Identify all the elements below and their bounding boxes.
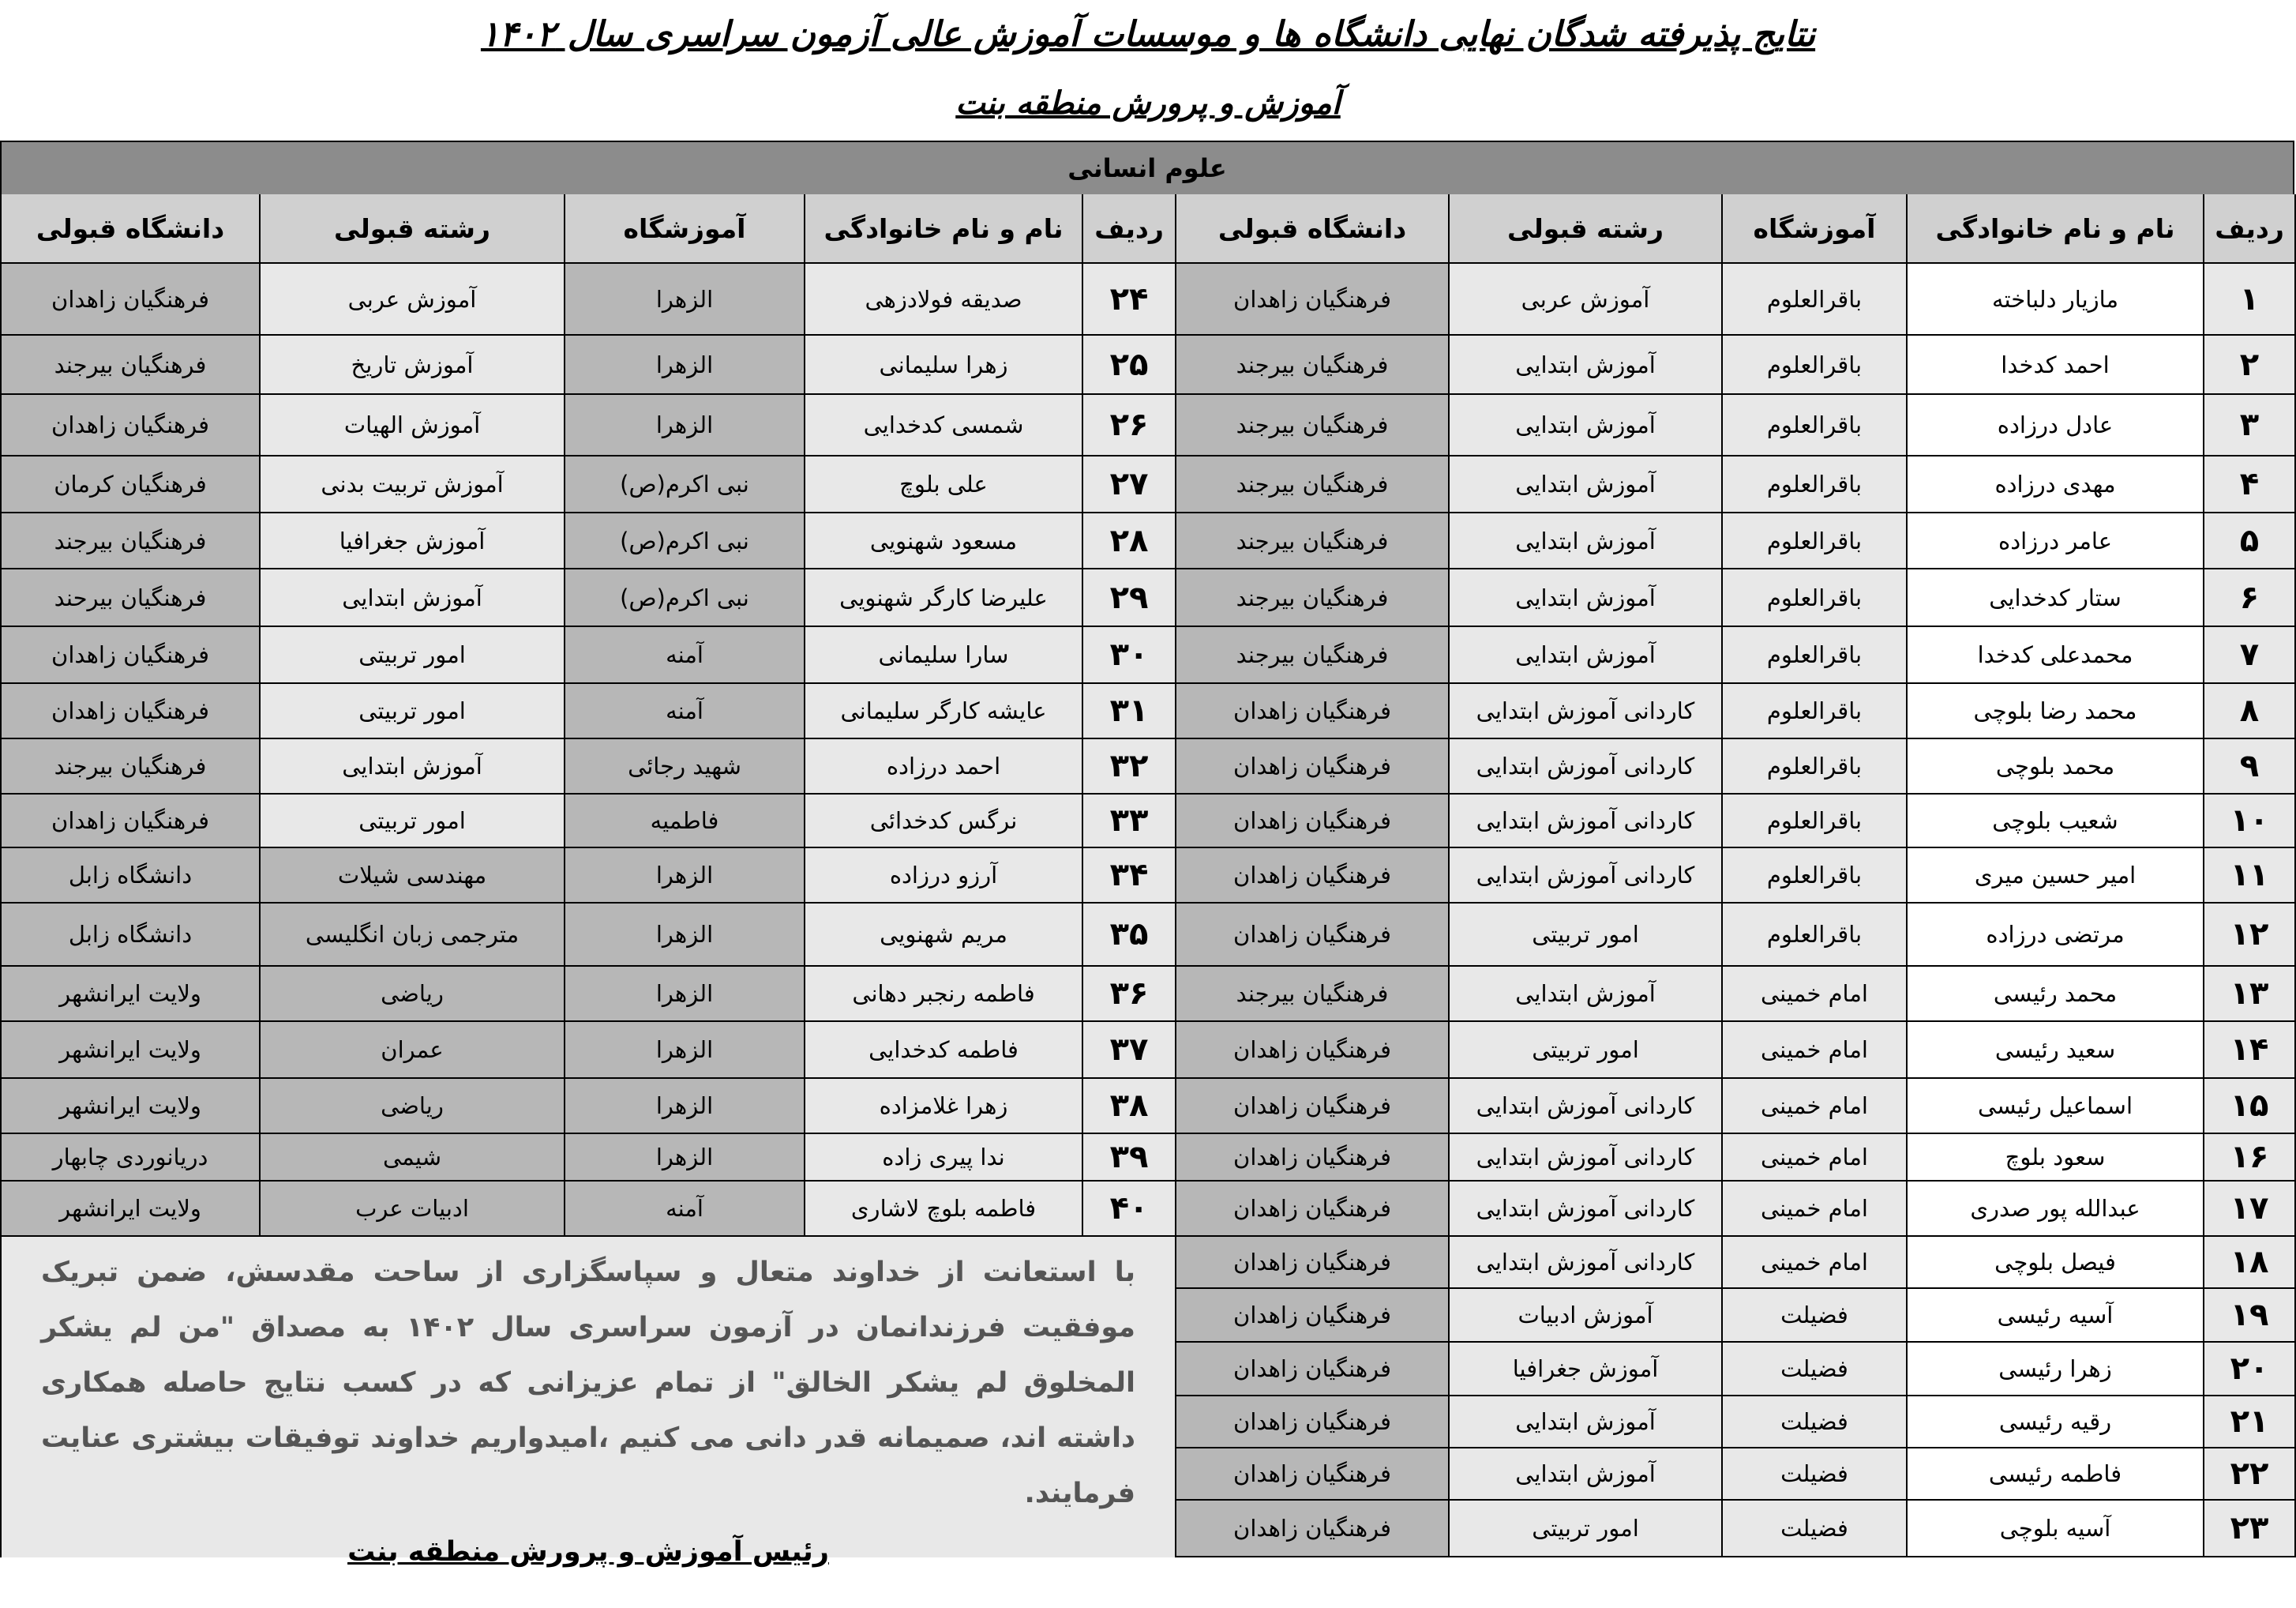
cell-school: امام خمینی	[1723, 967, 1908, 1022]
cell-major: آموزش جغرافیا	[1450, 1343, 1723, 1396]
cell-name: محمدعلی کدخدا	[1908, 627, 2204, 684]
cell-university: فرهنگیان زاهدان	[1176, 739, 1450, 795]
cell-name: علیرضا کارگر شهنویی	[805, 569, 1083, 627]
cell-name: عایشه کارگر سلیمانی	[805, 684, 1083, 739]
cell-school: نبی اکرم(ص)	[565, 569, 805, 627]
cell-school: آمنه	[565, 627, 805, 684]
cell-school: الزهرا	[565, 395, 805, 456]
cell-rank: ۳۶	[1083, 967, 1176, 1022]
cell-school: الزهرا	[565, 336, 805, 395]
cell-rank: ۲۵	[1083, 336, 1176, 395]
cell-university: فرهنگیان زاهدان	[1176, 795, 1450, 848]
cell-major: مترجمی زبان انگلیسی	[261, 904, 565, 967]
message-signature: رئیس آموزش و پرورش منطقه بنت	[347, 1536, 829, 1568]
cell-school: آمنه	[565, 684, 805, 739]
cell-rank: ۲۸	[1083, 513, 1176, 569]
cell-school: الزهرا	[565, 264, 805, 336]
cell-school: فضیلت	[1723, 1289, 1908, 1343]
cell-rank: ۲۰	[2204, 1343, 2296, 1396]
cell-university: فرهنگیان بیرجند	[1176, 513, 1450, 569]
cell-university: فرهنگیان کرمان	[2, 456, 261, 513]
cell-university: فرهنگیان زاهدان	[1176, 848, 1450, 904]
cell-university: فرهنگیان بیرحند	[2, 569, 261, 627]
cell-name: سارا سلیمانی	[805, 627, 1083, 684]
cell-school: آمنه	[565, 1182, 805, 1237]
cell-school: امام خمینی	[1723, 1182, 1908, 1237]
cell-rank: ۲۷	[1083, 456, 1176, 513]
cell-rank: ۹	[2204, 739, 2296, 795]
cell-major: آموزش جغرافیا	[261, 513, 565, 569]
cell-name: شمسی کدخدایی	[805, 395, 1083, 456]
cell-major: آموزش عربی	[1450, 264, 1723, 336]
header-university: دانشگاه قبولی	[2, 194, 261, 264]
cell-university: فرهنگیان زاهدان	[2, 395, 261, 456]
cell-school: الزهرا	[565, 904, 805, 967]
cell-school: فضیلت	[1723, 1396, 1908, 1448]
cell-university: فرهنگیان بیرجند	[1176, 627, 1450, 684]
cell-rank: ۳۱	[1083, 684, 1176, 739]
cell-rank: ۳۲	[1083, 739, 1176, 795]
cell-major: آموزش ابتدایی	[1450, 395, 1723, 456]
cell-major: کاردانی آموزش ابتدایی	[1450, 1079, 1723, 1134]
cell-major: آموزش ابتدایی	[1450, 569, 1723, 627]
cell-major: کاردانی آموزش ابتدایی	[1450, 739, 1723, 795]
cell-rank: ۶	[2204, 569, 2296, 627]
cell-name: مهدی درزاده	[1908, 456, 2204, 513]
cell-name: مرتضی درزاده	[1908, 904, 2204, 967]
cell-rank: ۷	[2204, 627, 2296, 684]
cell-rank: ۲۶	[1083, 395, 1176, 456]
cell-rank: ۱۳	[2204, 967, 2296, 1022]
cell-school: شهید رجائی	[565, 739, 805, 795]
cell-university: فرهنگیان زاهدان	[1176, 1022, 1450, 1079]
cell-name: فیصل بلوچی	[1908, 1237, 2204, 1289]
cell-university: فرهنگیان زاهدان	[2, 264, 261, 336]
cell-name: شعیب بلوچی	[1908, 795, 2204, 848]
cell-major: امور تربیتی	[1450, 1501, 1723, 1557]
cell-major: آموزش ابتدایی	[1450, 336, 1723, 395]
cell-major: امور تربیتی	[261, 795, 565, 848]
cell-major: امور تربیتی	[1450, 1022, 1723, 1079]
cell-name: فاطمه رنجبر دهانی	[805, 967, 1083, 1022]
cell-school: باقرالعلوم	[1723, 513, 1908, 569]
cell-school: امام خمینی	[1723, 1079, 1908, 1134]
cell-university: فرهنگیان بیرجند	[2, 336, 261, 395]
cell-major: امور تربیتی	[261, 627, 565, 684]
cell-major: آموزش عربی	[261, 264, 565, 336]
cell-major: شیمی	[261, 1134, 565, 1182]
cell-school: باقرالعلوم	[1723, 739, 1908, 795]
cell-university: فرهنگیان زاهدان	[1176, 684, 1450, 739]
cell-school: نبی اکرم(ص)	[565, 513, 805, 569]
cell-major: کاردانی آموزش ابتدایی	[1450, 1134, 1723, 1182]
cell-university: فرهنگیان زاهدان	[1176, 1134, 1450, 1182]
cell-school: فاطمیه	[565, 795, 805, 848]
cell-school: باقرالعلوم	[1723, 456, 1908, 513]
cell-school: فضیلت	[1723, 1343, 1908, 1396]
cell-name: سعود بلوچ	[1908, 1134, 2204, 1182]
cell-rank: ۱۹	[2204, 1289, 2296, 1343]
cell-university: فرهنگیان زاهدان	[1176, 1182, 1450, 1237]
cell-major: کاردانی آموزش ابتدایی	[1450, 1182, 1723, 1237]
cell-rank: ۳۴	[1083, 848, 1176, 904]
message-text: با استعانت از خداوند متعال و سپاسگزاری از ساحت مقدسش، ضمن تبریک موفقیت فرزندانمان در آزمون سراسری سال ۱۴۰۲ به مصداق "من لم یشکر المخلوق لم یشکر الخالق" از تمام عزیزانی که در کسب نتایج حاصله همکاری داشته اند، صمیمانه قدر دانی می کنیم ،امیدواریم خداوند توفیقات بیشتری عنایت فرمایند.	[41, 1257, 1135, 1509]
cell-major: آموزش ابتدایی	[1450, 1448, 1723, 1501]
cell-university: فرهنگیان بیرجند	[2, 739, 261, 795]
cell-school: فضیلت	[1723, 1501, 1908, 1557]
cell-rank: ۱۱	[2204, 848, 2296, 904]
cell-rank: ۱۲	[2204, 904, 2296, 967]
cell-name: رقیه رئیسی	[1908, 1396, 2204, 1448]
cell-name: زهرا رئیسی	[1908, 1343, 2204, 1396]
cell-name: احمد درزاده	[805, 739, 1083, 795]
cell-rank: ۱۸	[2204, 1237, 2296, 1289]
cell-school: باقرالعلوم	[1723, 795, 1908, 848]
cell-rank: ۳۸	[1083, 1079, 1176, 1134]
cell-major: آموزش الهیات	[261, 395, 565, 456]
cell-name: مازیار دلباخته	[1908, 264, 2204, 336]
cell-university: ولایت ایرانشهر	[2, 1079, 261, 1134]
cell-school: نبی اکرم(ص)	[565, 456, 805, 513]
cell-university: فرهنگیان زاهدان	[1176, 1343, 1450, 1396]
header-school: آموزشگاه	[565, 194, 805, 264]
cell-name: ندا پیری زاده	[805, 1134, 1083, 1182]
cell-university: فرهنگیان زاهدان	[1176, 1448, 1450, 1501]
cell-rank: ۲۲	[2204, 1448, 2296, 1501]
cell-university: فرهنگیان بیرجند	[1176, 569, 1450, 627]
cell-rank: ۱۵	[2204, 1079, 2296, 1134]
cell-school: الزهرا	[565, 967, 805, 1022]
cell-major: آموزش تاریخ	[261, 336, 565, 395]
cell-name: صدیقه فولادزهی	[805, 264, 1083, 336]
cell-name: عامر درزاده	[1908, 513, 2204, 569]
section-title: علوم انسانی	[2, 142, 2293, 196]
cell-rank: ۵	[2204, 513, 2296, 569]
cell-major: ادبیات عرب	[261, 1182, 565, 1237]
cell-name: مسعود شهنویی	[805, 513, 1083, 569]
cell-major: آموزش ابتدایی	[1450, 1396, 1723, 1448]
cell-name: نرگس کدخدائی	[805, 795, 1083, 848]
cell-rank: ۲۳	[2204, 1501, 2296, 1557]
cell-school: باقرالعلوم	[1723, 848, 1908, 904]
cell-name: محمد رئیسی	[1908, 967, 2204, 1022]
cell-university: فرهنگیان زاهدان	[2, 627, 261, 684]
cell-university: فرهنگیان زاهدان	[2, 795, 261, 848]
cell-school: باقرالعلوم	[1723, 569, 1908, 627]
cell-university: فرهنگیان زاهدان	[1176, 1501, 1450, 1557]
cell-major: آموزش ادبیات	[1450, 1289, 1723, 1343]
cell-university: دریانوردی چابهار	[2, 1134, 261, 1182]
cell-school: باقرالعلوم	[1723, 684, 1908, 739]
cell-rank: ۳۷	[1083, 1022, 1176, 1079]
cell-university: دانشگاه زابل	[2, 904, 261, 967]
cell-university: فرهنگیان زاهدان	[1176, 904, 1450, 967]
cell-rank: ۳	[2204, 395, 2296, 456]
cell-rank: ۳۹	[1083, 1134, 1176, 1182]
cell-major: آموزش ابتدایی	[1450, 513, 1723, 569]
cell-major: امور تربیتی	[1450, 904, 1723, 967]
cell-name: فاطمه رئیسی	[1908, 1448, 2204, 1501]
page-title: نتایج پذیرفته شدگان نهایی دانشگاه ها و موسسات آموزش عالی آزمون سراسری سال ۱۴۰۲	[480, 14, 1816, 54]
cell-name: ستار کدخدایی	[1908, 569, 2204, 627]
cell-major: کاردانی آموزش ابتدایی	[1450, 1237, 1723, 1289]
cell-major: مهندسی شیلات	[261, 848, 565, 904]
cell-major: آموزش ابتدایی	[1450, 456, 1723, 513]
cell-name: اسماعیل رئیسی	[1908, 1079, 2204, 1134]
cell-name: آسیه رئیسی	[1908, 1289, 2204, 1343]
header-name: نام و نام خانوادگی	[805, 194, 1083, 264]
cell-school: باقرالعلوم	[1723, 395, 1908, 456]
cell-major: آموزش ابتدایی	[261, 569, 565, 627]
cell-name: احمد کدخدا	[1908, 336, 2204, 395]
cell-rank: ۱	[2204, 264, 2296, 336]
header-major: رشته قبولی	[261, 194, 565, 264]
results-table	[0, 141, 2294, 1568]
cell-rank: ۳۵	[1083, 904, 1176, 967]
cell-rank: ۸	[2204, 684, 2296, 739]
cell-university: فرهنگیان بیرجند	[1176, 967, 1450, 1022]
cell-name: آسیه بلوچی	[1908, 1501, 2204, 1557]
cell-school: الزهرا	[565, 1079, 805, 1134]
cell-rank: ۳۰	[1083, 627, 1176, 684]
cell-university: فرهنگیان بیرجند	[1176, 395, 1450, 456]
cell-school: باقرالعلوم	[1723, 336, 1908, 395]
cell-rank: ۳۳	[1083, 795, 1176, 848]
cell-major: امور تربیتی	[261, 684, 565, 739]
cell-major: عمران	[261, 1022, 565, 1079]
cell-major: آموزش ابتدایی	[1450, 967, 1723, 1022]
cell-university: فرهنگیان زاهدان	[1176, 1289, 1450, 1343]
cell-school: باقرالعلوم	[1723, 904, 1908, 967]
cell-university: فرهنگیان زاهدان	[1176, 264, 1450, 336]
cell-rank: ۱۷	[2204, 1182, 2296, 1237]
cell-name: سعید رئیسی	[1908, 1022, 2204, 1079]
header-school: آموزشگاه	[1723, 194, 1908, 264]
cell-name: عادل درزاده	[1908, 395, 2204, 456]
cell-school: الزهرا	[565, 1022, 805, 1079]
cell-university: فرهنگیان زاهدان	[1176, 1079, 1450, 1134]
cell-major: آموزش ابتدایی	[1450, 627, 1723, 684]
cell-rank: ۴	[2204, 456, 2296, 513]
cell-major: آموزش تربیت بدنی	[261, 456, 565, 513]
cell-university: فرهنگیان بیرجند	[1176, 456, 1450, 513]
cell-school: امام خمینی	[1723, 1022, 1908, 1079]
cell-university: ولایت ایرانشهر	[2, 1182, 261, 1237]
cell-university: فرهنگیان زاهدان	[2, 684, 261, 739]
header-university: دانشگاه قبولی	[1176, 194, 1450, 264]
cell-rank: ۲۹	[1083, 569, 1176, 627]
cell-university: دانشگاه زابل	[2, 848, 261, 904]
cell-name: زهرا غلامزاده	[805, 1079, 1083, 1134]
cell-school: الزهرا	[565, 1134, 805, 1182]
page-subtitle: آموزش و پرورش منطقه بنت	[955, 85, 1341, 122]
cell-rank: ۲۴	[1083, 264, 1176, 336]
congratulation-message	[2, 1237, 1176, 1568]
cell-school: فضیلت	[1723, 1448, 1908, 1501]
cell-name: فاطمه بلوچ لاشاری	[805, 1182, 1083, 1237]
cell-university: ولایت ایرانشهر	[2, 1022, 261, 1079]
cell-school: الزهرا	[565, 848, 805, 904]
cell-school: باقرالعلوم	[1723, 264, 1908, 336]
cell-university: فرهنگیان زاهدان	[1176, 1396, 1450, 1448]
header-major: رشته قبولی	[1450, 194, 1723, 264]
header-rank: ردیف	[2204, 194, 2296, 264]
cell-major: ریاضی	[261, 967, 565, 1022]
cell-rank: ۲۱	[2204, 1396, 2296, 1448]
cell-name: محمد رضا بلوچی	[1908, 684, 2204, 739]
cell-name: امیر حسین میری	[1908, 848, 2204, 904]
cell-university: فرهنگیان بیرجند	[1176, 336, 1450, 395]
cell-school: باقرالعلوم	[1723, 627, 1908, 684]
cell-rank: ۱۴	[2204, 1022, 2296, 1079]
cell-rank: ۱۶	[2204, 1134, 2296, 1182]
header-rank: ردیف	[1083, 194, 1176, 264]
cell-major: کاردانی آموزش ابتدایی	[1450, 795, 1723, 848]
cell-name: زهرا سلیمانی	[805, 336, 1083, 395]
cell-major: ریاضی	[261, 1079, 565, 1134]
cell-name: آرزو درزاده	[805, 848, 1083, 904]
cell-name: مریم شهنویی	[805, 904, 1083, 967]
cell-school: امام خمینی	[1723, 1134, 1908, 1182]
cell-rank: ۴۰	[1083, 1182, 1176, 1237]
cell-name: محمد بلوچی	[1908, 739, 2204, 795]
cell-name: فاطمه کدخدایی	[805, 1022, 1083, 1079]
cell-university: فرهنگیان زاهدان	[1176, 1237, 1450, 1289]
cell-rank: ۱۰	[2204, 795, 2296, 848]
cell-university: فرهنگیان بیرجند	[2, 513, 261, 569]
cell-major: آموزش ابتدایی	[261, 739, 565, 795]
cell-major: کاردانی آموزش ابتدایی	[1450, 684, 1723, 739]
cell-school: امام خمینی	[1723, 1237, 1908, 1289]
cell-rank: ۲	[2204, 336, 2296, 395]
cell-name: عبدالله پور صدری	[1908, 1182, 2204, 1237]
cell-major: کاردانی آموزش ابتدایی	[1450, 848, 1723, 904]
header-name: نام و نام خانوادگی	[1908, 194, 2204, 264]
cell-university: ولایت ایرانشهر	[2, 967, 261, 1022]
cell-name: علی بلوچ	[805, 456, 1083, 513]
